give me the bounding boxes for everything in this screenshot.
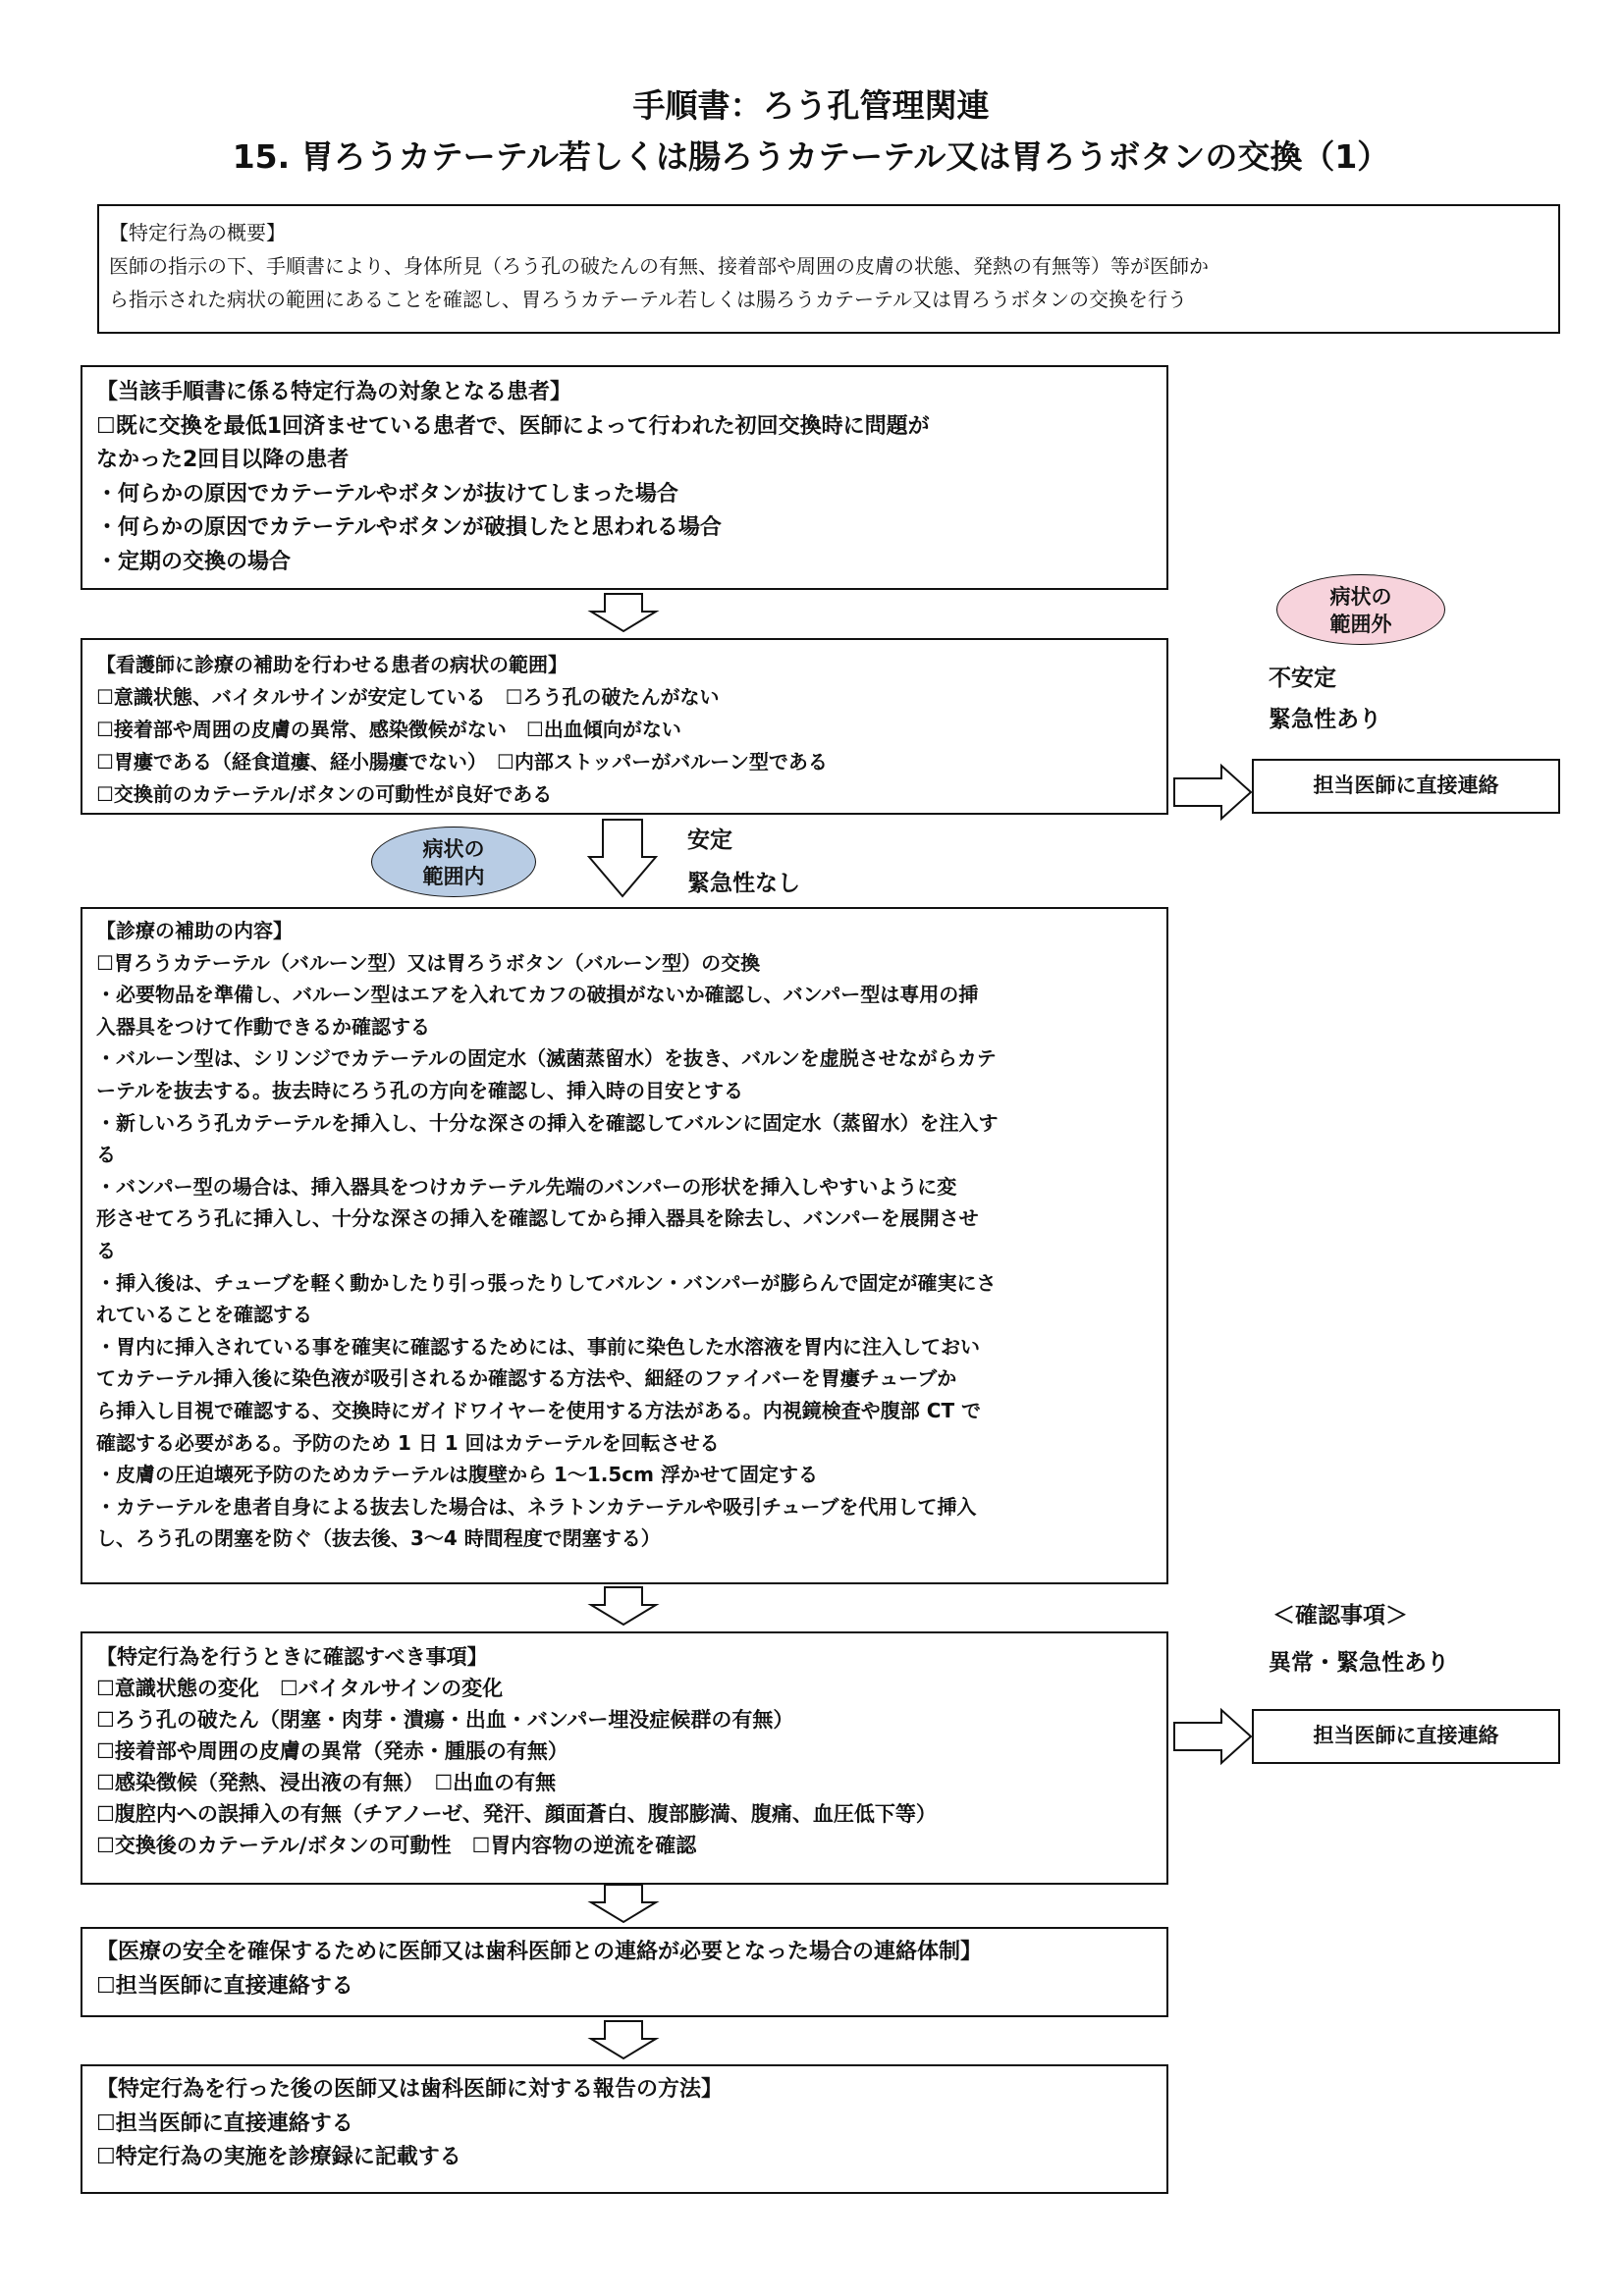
target-heading: 【当該手順書に係る特定行為の対象となる患者】 bbox=[96, 380, 572, 404]
overview-line: 医師の指示の下、手順書により、身体所見（ろう孔の破たんの有無、接着部や周囲の皮膚の状態、発熱の有無等）等が医師か bbox=[109, 254, 1209, 278]
overview-heading: 【特定行為の概要】 bbox=[109, 221, 286, 244]
target-line: ・定期の交換の場合 bbox=[96, 549, 292, 574]
condition-range-box bbox=[81, 638, 1168, 815]
unstable-label: 不安定 bbox=[1269, 666, 1336, 691]
direct-contact-box: 担当医師に直接連絡 bbox=[1252, 759, 1560, 814]
contact-heading: 【医療の安全を確保するために医師又は歯科医師との連絡が必要となった場合の連絡体制】 bbox=[96, 1940, 983, 1964]
down-arrow-icon bbox=[589, 2021, 658, 2060]
condition-heading: 【看護師に診療の補助を行わせる患者の病状の範囲】 bbox=[96, 653, 568, 676]
down-arrow-icon bbox=[589, 594, 658, 633]
contact-line: ☐担当医師に直接連絡する bbox=[96, 1973, 353, 1999]
assist-line: ☐胃ろうカテーテル（バルーン型）又は胃ろうボタン（バルーン型）の交換 bbox=[96, 950, 761, 975]
assist-heading: 【診療の補助の内容】 bbox=[96, 919, 293, 942]
overview-line: ら指示された病状の範囲にあることを確認し、胃ろうカテーテル若しくは腸ろうカテーテル又は胃ろうボタンの交換を行う bbox=[109, 288, 1187, 311]
oval-text: 範囲外 bbox=[1329, 613, 1392, 636]
confirm-heading: ＜確認事項＞ bbox=[1272, 1603, 1408, 1629]
assist-content-box bbox=[81, 907, 1168, 1584]
report-line: ☐担当医師に直接連絡する bbox=[96, 2110, 353, 2136]
condition-line: ☐交換前のカテーテル/ボタンの可動性が良好である bbox=[96, 782, 553, 806]
direct-contact-box: 担当医師に直接連絡 bbox=[1252, 1709, 1560, 1764]
report-method-box bbox=[81, 2064, 1168, 2194]
down-arrow-icon bbox=[587, 820, 658, 898]
assist-line: てカテーテル挿入後に染色液が吸引されるか確認する方法や、細経のファイバーを胃瘻チューブか bbox=[96, 1366, 957, 1391]
assist-line: ・胃内に挿入されている事を確実に確認するためには、事前に染色した水溶液を胃内に注入しておい bbox=[96, 1334, 980, 1359]
check-heading: 【特定行為を行うときに確認すべき事項】 bbox=[96, 1645, 488, 1669]
check-line: ☐腹腔内への誤挿入の有無（チアノーゼ、発汗、顔面蒼白、腹部膨満、腹痛、血圧低下等） bbox=[96, 1802, 937, 1826]
assist-line: ・皮膚の圧迫壊死予防のためカテーテルは腹壁から 1～1.5cm 浮かせて固定する bbox=[96, 1463, 818, 1487]
assist-line: 入器具をつけて作動できるか確認する bbox=[96, 1014, 430, 1039]
assist-line: ・バルーン型は、シリンジでカテーテルの固定水（滅菌蒸留水）を抜き、バルンを虚脱させながらカテ bbox=[96, 1046, 997, 1071]
assist-line: し、ろう孔の閉塞を防ぐ（抜去後、3～4 時間程度で閉塞する） bbox=[96, 1526, 661, 1551]
assist-line: ・バンパー型の場合は、挿入器具をつけカテーテル先端のバンパーの形状を挿入しやすいように変 bbox=[96, 1174, 957, 1199]
condition-line: ☐意識状態、バイタルサインが安定している ☐ろう孔の破たんがない bbox=[96, 685, 720, 709]
contact-system-box bbox=[81, 1927, 1168, 2017]
assist-line: ・カテーテルを患者自身による抜去した場合は、ネラトンカテーテルや吸引チューブを代用して挿入 bbox=[96, 1494, 977, 1519]
assist-line: ーテルを抜去する。抜去時にろう孔の方向を確認し、挿入時の目安とする bbox=[96, 1078, 743, 1102]
right-arrow-icon bbox=[1172, 1708, 1253, 1765]
check-line: ☐意識状態の変化 ☐バイタルサインの変化 bbox=[96, 1677, 504, 1700]
condition-line: ☐胃瘻である（経食道瘻、経小腸瘻でない） ☐内部ストッパーがバルーン型である bbox=[96, 750, 828, 774]
not-urgent-label: 緊急性なし bbox=[687, 871, 800, 896]
out-of-range-oval bbox=[1276, 574, 1445, 645]
target-patients-box bbox=[81, 365, 1168, 590]
in-range-oval bbox=[371, 827, 536, 897]
assist-line: る bbox=[96, 1238, 116, 1262]
overview-box bbox=[97, 204, 1560, 334]
down-arrow-icon bbox=[589, 1587, 658, 1627]
oval-text: 病状の bbox=[1329, 585, 1392, 609]
check-line: ☐ろう孔の破たん（閉塞・肉芽・潰瘍・出血・バンパー埋没症候群の有無） bbox=[96, 1708, 794, 1732]
assist-line: 形させてろう孔に挿入し、十分な深さの挿入を確認してから挿入器具を除去し、バンパーを展開させ bbox=[96, 1206, 979, 1231]
target-line: ・何らかの原因でカテーテルやボタンが破損したと思われる場合 bbox=[96, 515, 722, 540]
report-heading: 【特定行為を行った後の医師又は歯科医師に対する報告の方法】 bbox=[96, 2077, 724, 2102]
down-arrow-icon bbox=[589, 1885, 658, 1924]
procedure-title: 15. 胃ろうカテーテル若しくは腸ろうカテーテル又は胃ろうボタンの交換（1） bbox=[232, 137, 1390, 176]
check-line: ☐接着部や周囲の皮膚の異常（発赤・腫脹の有無） bbox=[96, 1739, 568, 1763]
stable-label: 安定 bbox=[687, 828, 732, 853]
assist-line: ら挿入し目視で確認する、交換時にガイドワイヤーを使用する方法がある。内視鏡検査や腹部 CT で bbox=[96, 1398, 982, 1422]
target-line: ・何らかの原因でカテーテルやボタンが抜けてしまった場合 bbox=[96, 481, 678, 507]
oval-text: 範囲内 bbox=[422, 865, 485, 888]
check-items-box bbox=[81, 1631, 1168, 1885]
report-line: ☐特定行為の実施を診療録に記載する bbox=[96, 2145, 461, 2169]
condition-line: ☐接着部や周囲の皮膚の異常、感染徴候がない ☐出血傾向がない bbox=[96, 718, 681, 741]
target-line: なかった2回目以降の患者 bbox=[96, 448, 350, 472]
assist-line: 確認する必要がある。予防のため 1 日 1 回はカテーテルを回転させる bbox=[96, 1430, 720, 1455]
urgent-label: 緊急性あり bbox=[1269, 707, 1381, 732]
document-title: 手順書：ろう孔管理関連 bbox=[632, 86, 990, 125]
assist-line: ・挿入後は、チューブを軽く動かしたり引っ張ったりしてバルン・バンパーが膨らんで固定が確実にさ bbox=[96, 1270, 997, 1295]
check-line: ☐感染徴候（発熱、浸出液の有無） ☐出血の有無 bbox=[96, 1771, 557, 1794]
assist-line: ・新しいろう孔カテーテルを挿入し、十分な深さの挿入を確認してバルンに固定水（蒸留水）を注入す bbox=[96, 1110, 999, 1135]
abnormal-label: 異常・緊急性あり bbox=[1269, 1650, 1449, 1676]
target-line: ☐既に交換を最低1回済ませている患者で、医師によって行われた初回交換時に問題が bbox=[96, 413, 930, 439]
right-arrow-icon bbox=[1172, 764, 1253, 821]
assist-line: ・必要物品を準備し、バルーン型はエアを入れてカフの破損がないか確認し、バンパー型は専用の挿 bbox=[96, 983, 979, 1007]
check-line: ☐交換後のカテーテル/ボタンの可動性 ☐胃内容物の逆流を確認 bbox=[96, 1834, 697, 1857]
assist-line: れていることを確認する bbox=[96, 1303, 312, 1327]
assist-line: る bbox=[96, 1143, 116, 1167]
oval-text: 病状の bbox=[422, 837, 485, 861]
